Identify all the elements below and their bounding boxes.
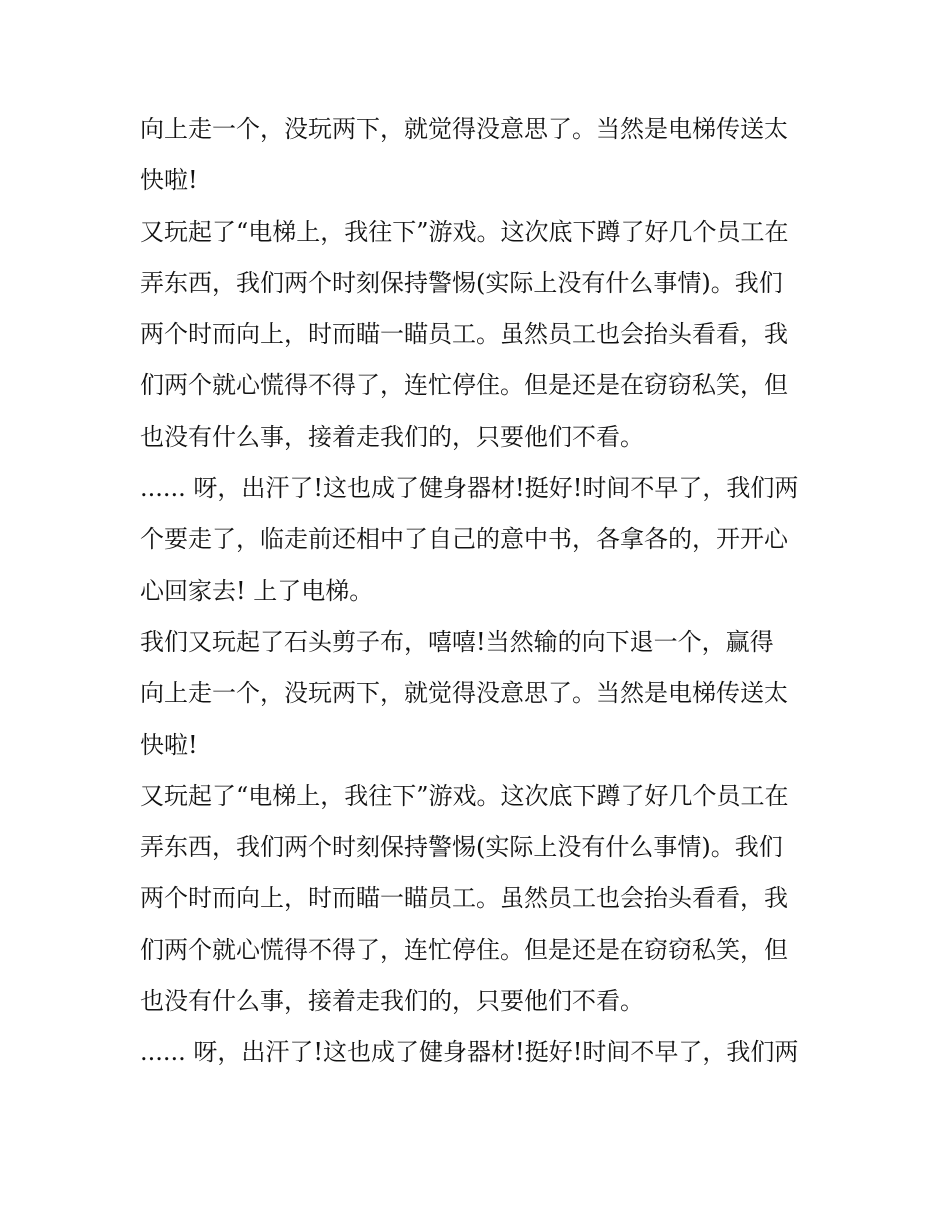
- text-line: 我们又玩起了石头剪子布，嘻嘻!当然输的向下退一个，赢得: [140, 627, 774, 656]
- text-line: 弄东西，我们两个时刻保持警惕(实际上没有什么事情)。我们: [140, 268, 783, 297]
- text-line: 也没有什么事，接着走我们的，只要他们不看。: [140, 987, 644, 1016]
- text-line: 心回家去! 上了电梯。: [140, 576, 374, 605]
- text-line: 们两个就心慌得不得了，连忙停住。但是还是在窃窃私笑，但: [140, 935, 788, 964]
- text-line: 弄东西，我们两个时刻保持警惕(实际上没有什么事情)。我们: [140, 833, 783, 862]
- text-line: 向上走一个，没玩两下，就觉得没意思了。当然是电梯传送太: [140, 115, 788, 143]
- text-line: 两个时而向上，时而瞄一瞄员工。虽然员工也会抬头看看，我: [140, 320, 788, 349]
- text-line: 向上走一个，没玩两下，就觉得没意思了。当然是电梯传送太: [140, 679, 788, 708]
- text-line: 们两个就心慌得不得了，连忙停住。但是还是在窃窃私笑，但: [140, 371, 788, 400]
- text-line: 又玩起了“电梯上，我往下”游戏。这次底下蹲了好几个员工在: [140, 217, 789, 246]
- text-line: 快啦!: [140, 730, 198, 759]
- text-line: 又玩起了“电梯上，我往下”游戏。这次底下蹲了好几个员工在: [140, 781, 789, 810]
- text-line: 快啦!: [140, 166, 198, 195]
- text-line: ...... 呀，出汗了!这也成了健身器材!挺好!时间不早了，我们两: [140, 1038, 799, 1067]
- text-line: ...... 呀，出汗了!这也成了健身器材!挺好!时间不早了，我们两: [140, 474, 799, 503]
- text-line: 也没有什么事，接着走我们的，只要他们不看。: [140, 422, 644, 451]
- text-line: 个要走了，临走前还相中了自己的意中书，各拿各的，开开心: [140, 525, 788, 554]
- text-line: 两个时而向上，时而瞄一瞄员工。虽然员工也会抬头看看，我: [140, 884, 788, 913]
- body-text: [140, 104, 820, 1079]
